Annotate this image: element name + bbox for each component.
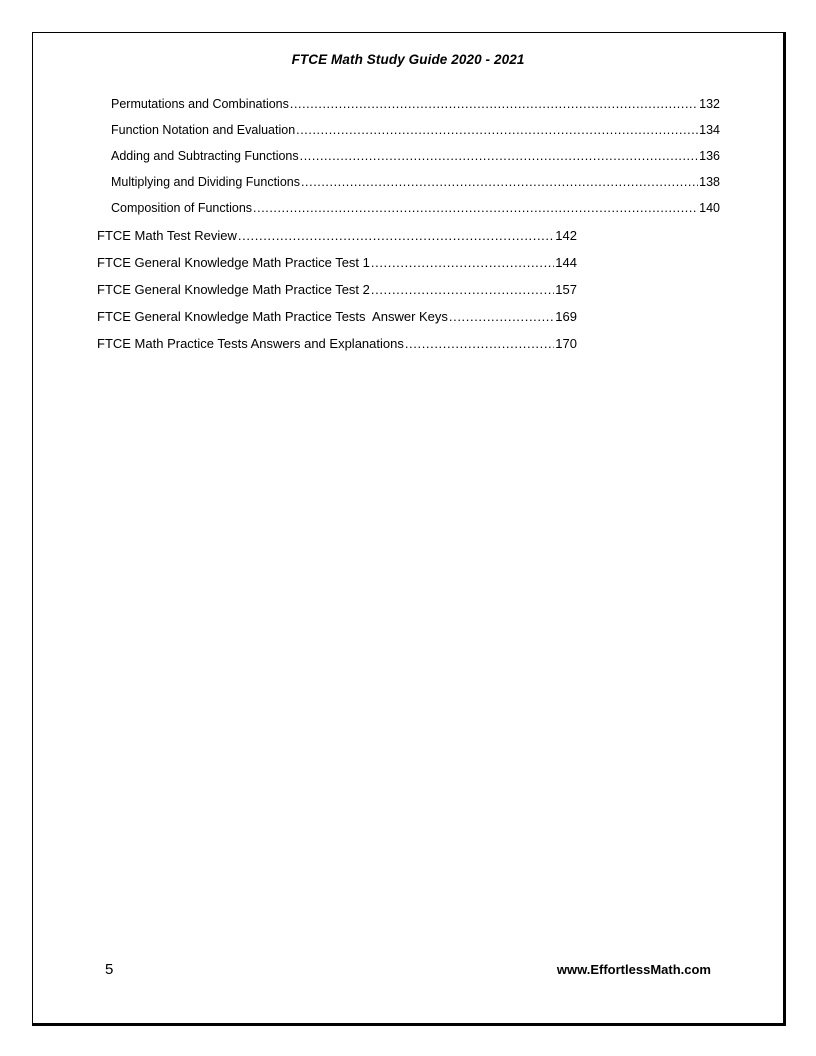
toc-entry-page: 138 [699,175,720,189]
dot-leader [300,149,699,163]
dot-leader [371,282,554,297]
toc-entry-page: 140 [699,201,720,215]
dot-leader [405,336,554,351]
toc-entry[interactable] [97,228,577,243]
toc-entry-title: FTCE Math Test Review [97,228,237,243]
toc-entry[interactable] [97,255,577,270]
dot-leader [296,123,698,137]
toc-entry[interactable] [111,123,720,137]
toc-entry-page: 157 [555,282,577,297]
toc-entry-page: 136 [699,149,720,163]
dot-leader [290,97,698,111]
toc-entry[interactable] [111,201,720,215]
running-header-title: FTCE Math Study Guide 2020 - 2021 [291,52,525,67]
dot-leader [253,201,698,215]
dot-leader [238,228,554,243]
toc-entry-page: 142 [555,228,577,243]
toc-entry[interactable] [97,282,577,297]
toc-entry[interactable] [111,175,720,189]
toc-entry-title: FTCE General Knowledge Math Practice Tests Answer Keys [97,309,448,324]
footer-website-link[interactable]: www.EffortlessMath.com [556,962,711,977]
toc-entry-title: Composition of Functions [111,201,253,215]
toc-entry-title: Adding and Subtracting Functions [111,149,299,163]
toc-entry[interactable] [111,149,720,163]
page-number: 5 [105,961,114,978]
toc-entry-page: 144 [555,255,577,270]
toc-entry-page: 170 [555,336,577,351]
toc-entry-title: FTCE General Knowledge Math Practice Test 2 [97,282,370,297]
dot-leader [301,175,698,189]
toc-entry-page: 132 [699,97,720,111]
toc-entry-title: Function Notation and Evaluation [111,123,296,137]
document-page [32,32,786,1026]
toc-entry-title: Multiplying and Dividing Functions [111,175,300,189]
toc-entry-title: Permutations and Combinations [111,97,289,111]
toc-entry-page: 134 [699,123,720,137]
toc-entry[interactable] [97,309,577,324]
toc-entry-title: FTCE General Knowledge Math Practice Test 1 [97,255,370,270]
toc-entry[interactable] [97,336,577,351]
toc-entry-title: FTCE Math Practice Tests Answers and Explanations [97,336,404,351]
dot-leader [371,255,554,270]
toc-entry-page: 169 [555,309,577,324]
toc-entry[interactable] [111,97,720,111]
dot-leader [449,309,554,324]
